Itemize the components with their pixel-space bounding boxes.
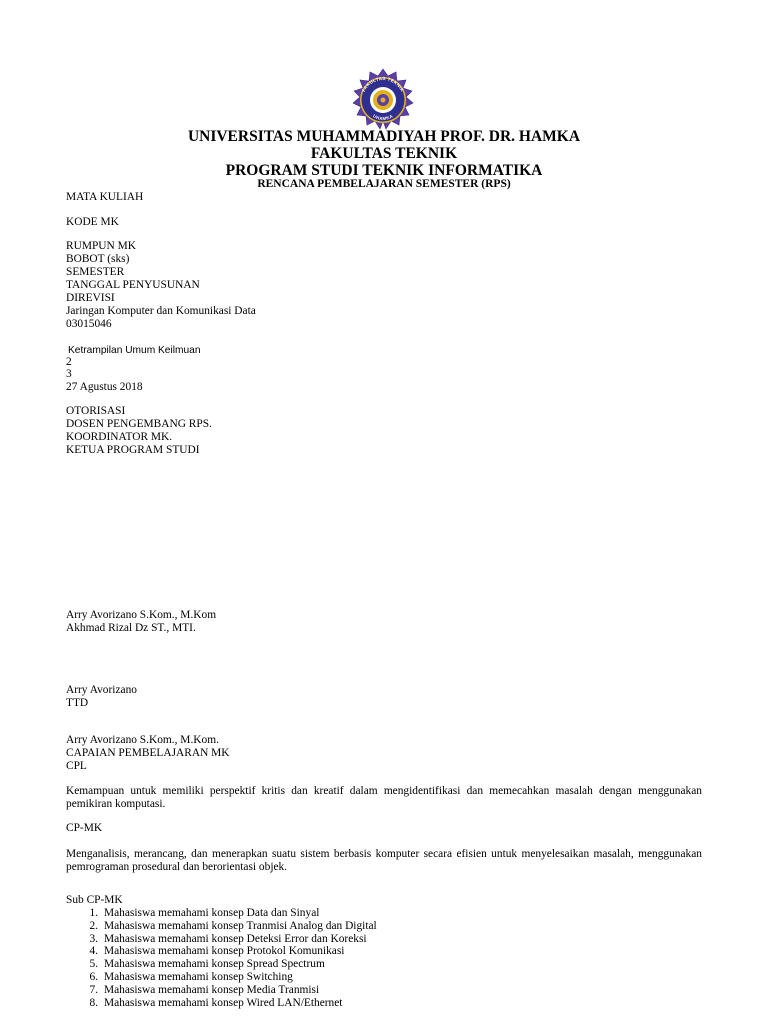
list-item: 7. Mahasiswa memahami konsep Media Tranmisi (89, 983, 320, 996)
university-title: UNIVERSITAS MUHAMMADIYAH PROF. DR. HAMKA (187, 128, 581, 145)
bobot-label: BOBOT (sks) (66, 253, 130, 265)
university-logo-icon (351, 68, 415, 132)
capaian-label: CAPAIAN PEMBELAJARAN MK (66, 747, 230, 759)
koordinator-label: KOORDINATOR MK. (66, 431, 173, 443)
semester-label: SEMESTER (66, 266, 125, 278)
dosen-name: Arry Avorizano S.Kom., M.Kom (66, 609, 217, 621)
list-item: 5. Mahasiswa memahami konsep Spread Spectrum (89, 958, 325, 971)
semester-value: 3 (66, 368, 72, 380)
ketua-program-label: KETUA PROGRAM STUDI (66, 444, 200, 456)
mata-kuliah-label: MATA KULIAH (66, 191, 144, 203)
rumpun-value: Ketrampilan Umum Keilmuan (68, 345, 201, 356)
program-title: PROGRAM STUDI TEKNIK INFORMATIKA (225, 162, 543, 179)
sub-cpmk-label: Sub CP-MK (66, 894, 123, 906)
document-type-title: RENCANA PEMBELAJARAN SEMESTER (RPS) (257, 178, 511, 190)
sub-cpmk-list (66, 907, 377, 1009)
faculty-title: FAKULTAS TEKNIK (310, 145, 458, 162)
signer-full-name: Arry Avorizano S.Kom., M.Kom. (66, 734, 219, 746)
cpl-text: Kemampuan untuk memiliki perspektif kritis dan kreatif dalam mengidentifikasi dan memecahkan masalah dengan menggunakan pemikiran komputasi. (66, 785, 702, 810)
cpmk-label: CP-MK (66, 822, 103, 834)
course-code: 03015046 (66, 318, 112, 330)
koordinator-name: Akhmad Rizal Dz ST., MTI. (66, 622, 196, 634)
cpl-label: CPL (66, 760, 87, 772)
list-item: 6. Mahasiswa memahami konsep Switching (89, 970, 293, 983)
signer-name: Arry Avorizano (66, 684, 137, 696)
list-item: 1. Mahasiswa memahami konsep Data dan Sinyal (89, 907, 320, 919)
list-item: 4. Mahasiswa memahami konsep Protokol Komunikasi (89, 945, 345, 958)
list-item: 3. Mahasiswa memahami konsep Deteksi Error dan Koreksi (89, 932, 367, 945)
list-item: 8. Mahasiswa memahami konsep Wired LAN/Ethernet (89, 996, 343, 1009)
course-name: Jaringan Komputer dan Komunikasi Data (66, 305, 256, 317)
kode-mk-label: KODE MK (66, 216, 119, 228)
dosen-pengembang-label: DOSEN PENGEMBANG RPS. (66, 418, 212, 430)
direvisi-label: DIREVISI (66, 292, 115, 304)
tanggal-value: 27 Agustus 2018 (66, 381, 143, 393)
bobot-value: 2 (66, 356, 72, 368)
svg-text:FAKULTAS TEKNIK: FAKULTAS TEKNIK (360, 75, 406, 93)
list-item: 2. Mahasiswa memahami konsep Tranmisi Analog dan Digital (89, 919, 377, 932)
svg-text:UHAMKA: UHAMKA (372, 113, 394, 122)
ttd-label: TTD (66, 697, 89, 709)
otorisasi-label: OTORISASI (66, 405, 126, 417)
cpmk-text: Menganalisis, merancang, dan menerapkan suatu sistem berbasis komputer secara efisien untuk menyelesaikan masalah, menggunakan pemrograman prosedural dan berorientasi objek. (66, 848, 702, 873)
tanggal-penyusunan-label: TANGGAL PENYUSUNAN (66, 279, 200, 291)
rumpun-mk-label: RUMPUN MK (66, 240, 136, 252)
